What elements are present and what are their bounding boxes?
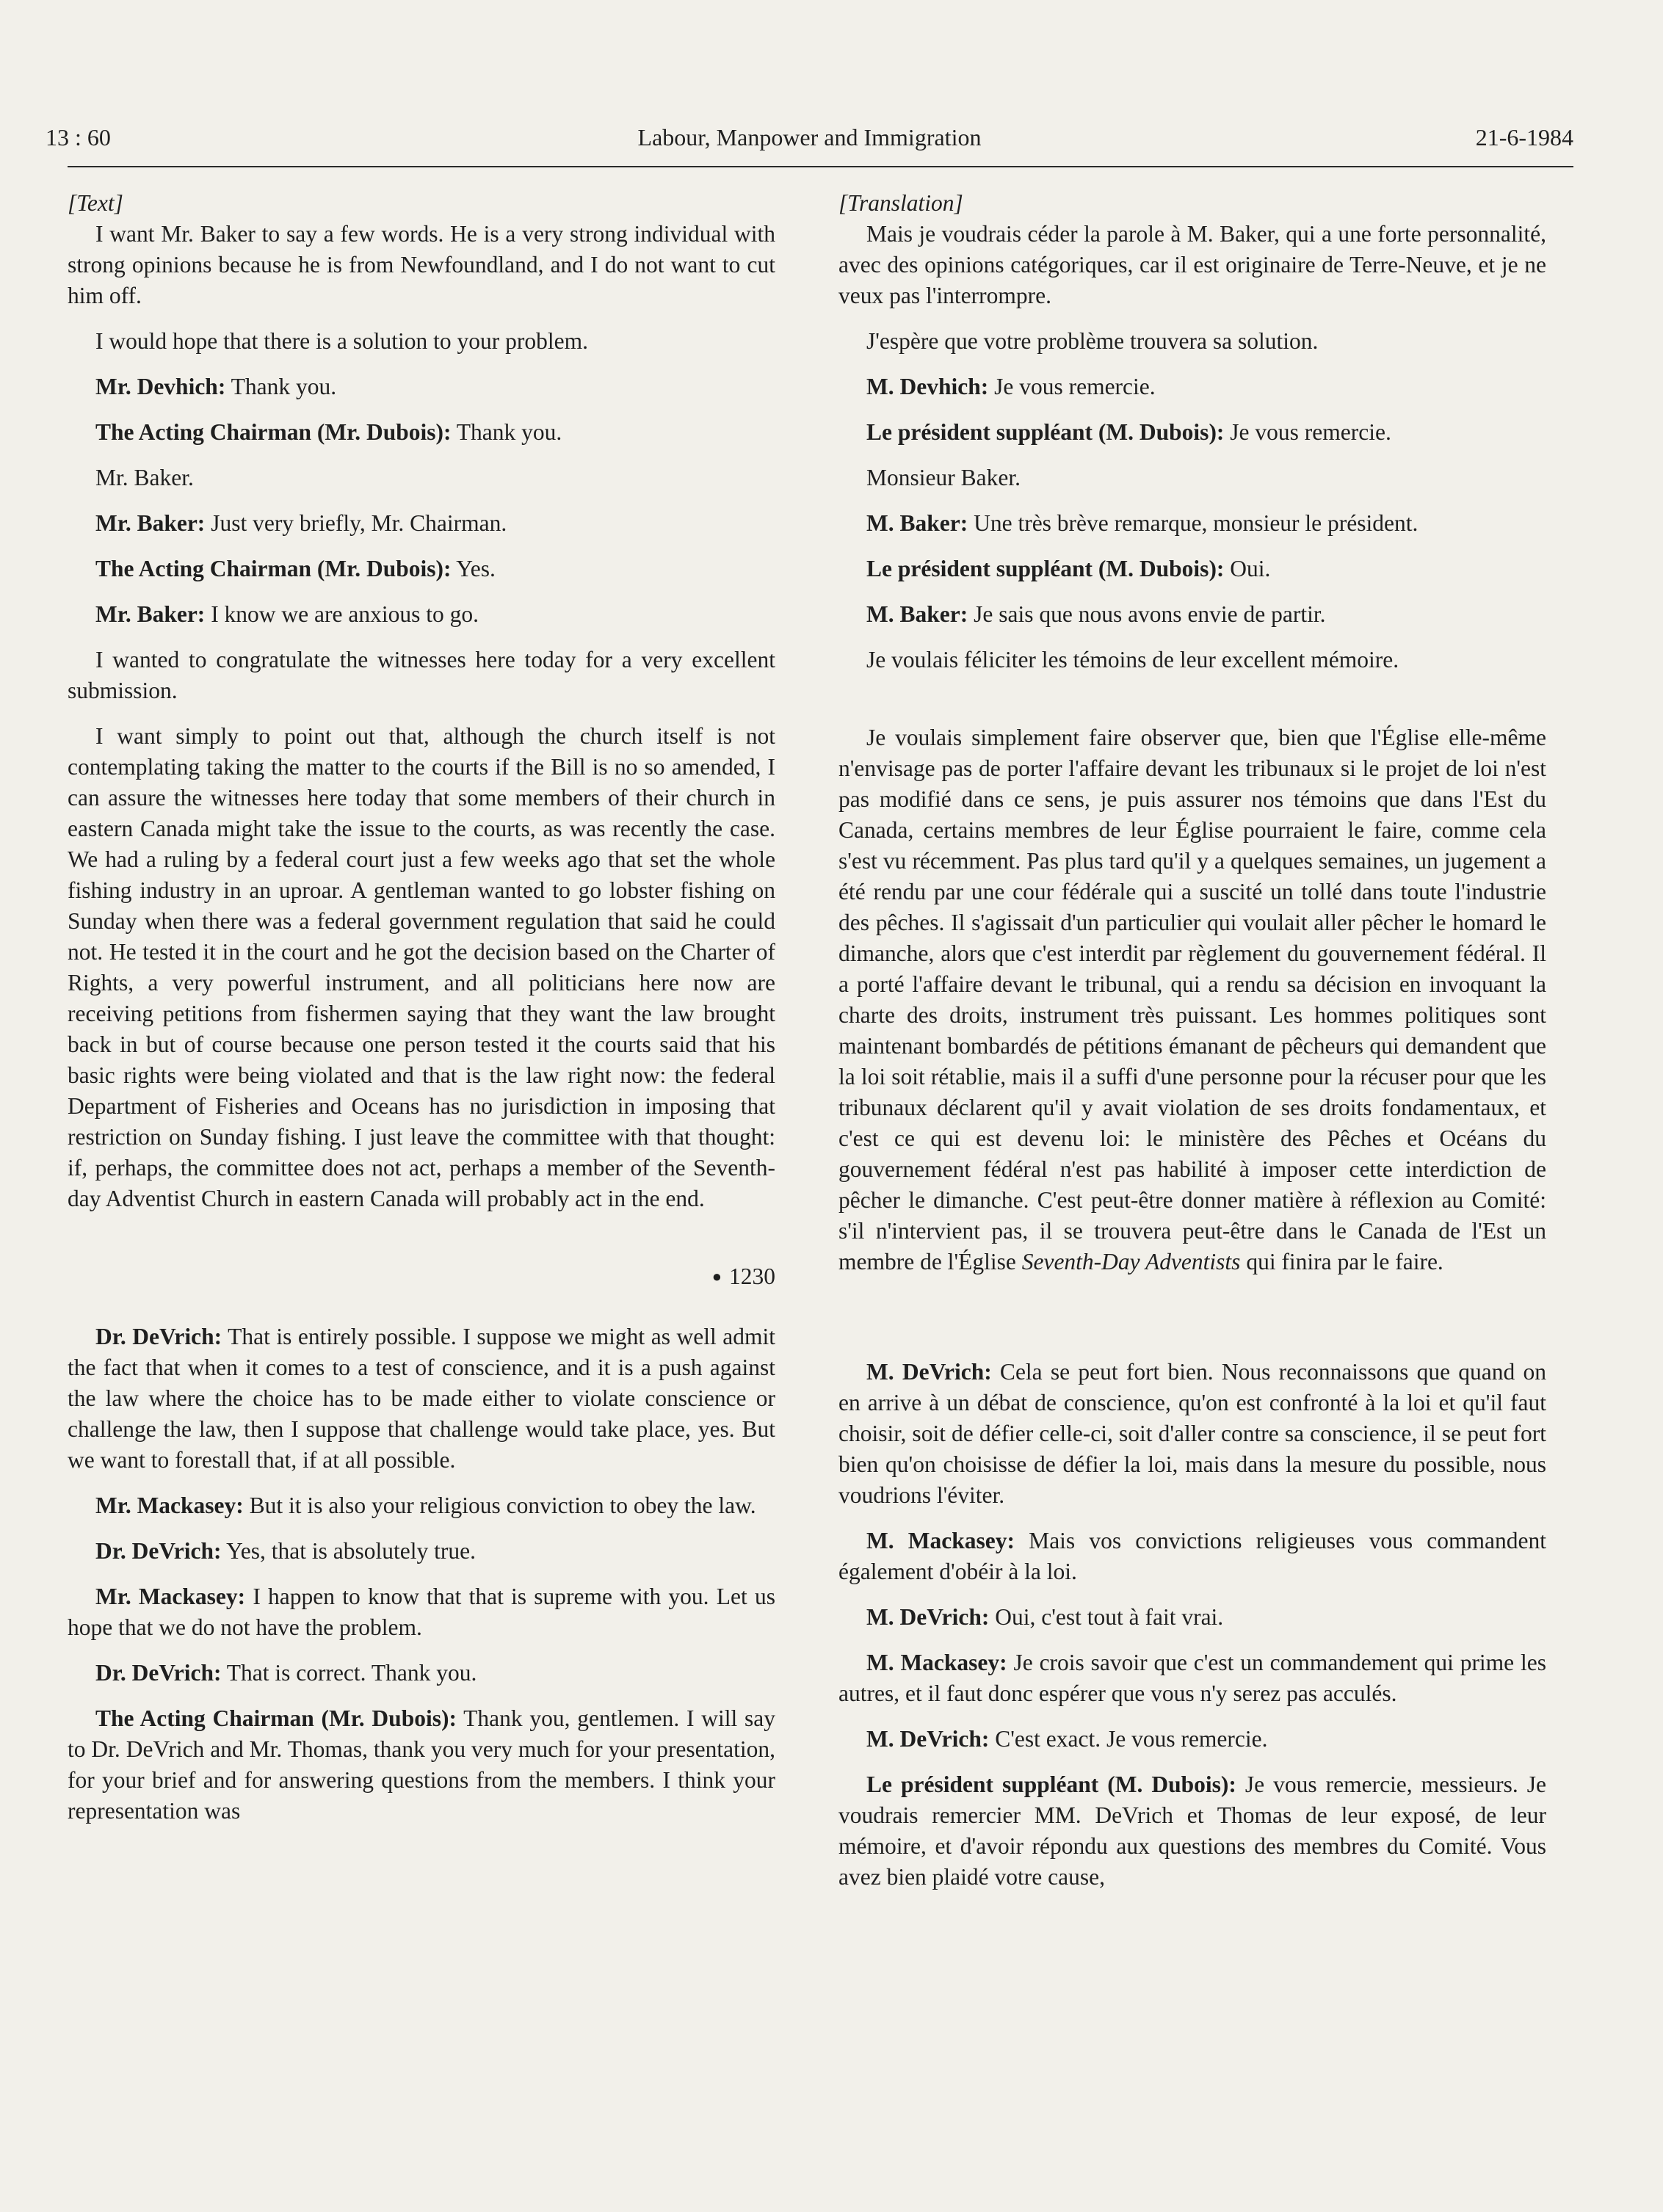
paragraph: M. Baker: Une très brève remarque, monsieur le président. <box>866 510 1419 536</box>
paragraph: Mr. Devhich: Thank you. <box>95 374 337 399</box>
paragraph: M. Mackasey: Mais vos convictions religieuses vous commandent également d'obéir à la loi. <box>838 1528 1546 1584</box>
speaker: Le président suppléant (M. Dubois): <box>866 1772 1236 1797</box>
speaker: M. Baker: <box>866 601 968 627</box>
paragraph: Monsieur Baker. <box>866 465 1021 490</box>
paragraph: Le président suppléant (M. Dubois): Je vous remercie. <box>866 419 1391 445</box>
publication-date: 21-6-1984 <box>1475 124 1573 151</box>
speaker: The Acting Chairman (Mr. Dubois): <box>95 556 452 581</box>
paragraph: Dr. DeVrich: Yes, that is absolutely true. <box>95 1538 476 1564</box>
paragraph: Je voulais féliciter les témoins de leur excellent mémoire. <box>866 647 1399 672</box>
paragraph: M. DeVrich: C'est exact. Je vous remercie. <box>866 1726 1268 1752</box>
paragraph: M. DeVrich: Oui, c'est tout à fait vrai. <box>866 1604 1224 1630</box>
english-column <box>68 188 775 1827</box>
paragraph: The Acting Chairman (Mr. Dubois): Thank you. <box>95 419 562 445</box>
paragraph: I would hope that there is a solution to your problem. <box>95 328 589 354</box>
speaker: The Acting Chairman (Mr. Dubois): <box>95 1705 457 1731</box>
paragraph: M. Mackasey: Je crois savoir que c'est un commandement qui prime les autres, et il faut donc espérer que vous n'y serez pas acculés. <box>838 1650 1546 1706</box>
speaker: Mr. Baker: <box>95 601 206 627</box>
french-column <box>838 188 1546 1893</box>
paragraph: Le président suppléant (M. Dubois): Oui. <box>866 556 1271 581</box>
speaker: Le président suppléant (M. Dubois): <box>866 419 1225 445</box>
paragraph: Le président suppléant (M. Dubois): Je vous remercie, messieurs. Je voudrais remercier MM. DeVrich et Thomas de leur exposé, de leur mémoire, et d'avoir répondu aux questions des membres du Comité. Vous avez bien plaidé votre cause, <box>838 1772 1546 1890</box>
paragraph: Mr. Mackasey: But it is also your religious conviction to obey the law. <box>95 1493 756 1518</box>
paragraph: Mais je voudrais céder la parole à M. Baker, qui a une forte personnalité, avec des opinions catégoriques, car il est originaire de Terre-Neuve, et je ne veux pas l'interrompre. <box>838 221 1546 308</box>
speaker: Mr. Devhich: <box>95 374 226 399</box>
paragraph: Je voulais simplement faire observer que, bien que l'Église elle-même n'envisage pas de porter l'affaire devant les tribunaux si le projet de loi n'est pas modifié dans ce sens, je puis assurer nos témoins que dans l'Est du Canada, certains membres de leur Église pourraient le faire, comme cela s'est vu récemment. Pas plus tard qu'il y a quelques semaines, un jugement a été rendu par une cour fédérale qui a suscité un tollé dans toute l'industrie des pêches. Il s'agissait d'un particulier qui voulait aller pêcher le homard le dimanche, alors que c'est interdit par règlement du gouvernement fédéral. Il a porté l'affaire devant le tribunal, qui a rendu sa décision en invoquant la charte des droits, instrument très puissant. Les hommes politiques sont maintenant bombardés de pétitions émanant de pêcheurs qui demandent que la loi soit rétablie, mais il a suffi d'une personne pour la récuser pour que les tribunaux déclarent qu'il y avait violation de ses droits fondamentaux, et c'est ce qui est devenu loi: le ministère des Pêches et Océans du gouvernement fédéral n'est pas habilité à imposer cette interdiction de pêcher le dimanche. C'est peut-être donner matière à réflexion au Comité: s'il n'intervient pas, il se trouvera peut-être dans le Canada de l'Est un membre de l'Église Seventh-Day Adventists qui finira par le faire. <box>838 725 1546 1274</box>
paragraph: The Acting Chairman (Mr. Dubois): Thank you, gentlemen. I will say to Dr. DeVrich and Mr. Thomas, thank you very much for your presentation, for your brief and for answering questions from the members. I think your representation was <box>68 1705 775 1824</box>
text-label: [Text] <box>68 190 123 216</box>
paragraph: J'espère que votre problème trouvera sa solution. <box>866 328 1319 354</box>
paragraph: I want simply to point out that, although the church itself is not contemplating taking the matter to the courts if the Bill is no so amended, I can assure the witnesses here today that some members of their church in eastern Canada might take the issue to the courts, as was recently the case. We had a ruling by a federal court just a few weeks ago that set the whole fishing industry in an uproar. A gentleman wanted to go lobster fishing on Sunday when there was a federal government regulation that said he could not. He tested it in the court and he got the decision based on the Charter of Rights, a very powerful instrument, and all politicians here now are receiving petitions from fishermen saying that they want the law brought back in but of course because one person tested it the courts said that his basic rights were being violated and that is the law right now: the federal Department of Fisheries and Oceans has no jurisdiction in imposing that restriction on Sunday fishing. I just leave the committee with that thought: if, perhaps, the committee does not act, perhaps a member of the Seventh-day Adventist Church in eastern Canada will probably act in the end. <box>68 723 775 1211</box>
speaker: Mr. Mackasey: <box>95 1493 244 1518</box>
bullet-icon: ● <box>711 1267 722 1286</box>
speaker: M. Mackasey: <box>866 1650 1007 1675</box>
page-number: 13 : 60 <box>46 124 111 151</box>
header-rule <box>68 166 1573 167</box>
speaker: Dr. DeVrich: <box>95 1660 222 1686</box>
speaker: M. DeVrich: <box>866 1359 992 1385</box>
speaker: M. DeVrich: <box>866 1604 990 1630</box>
speaker: Le président suppléant (M. Dubois): <box>866 556 1225 581</box>
paragraph: I wanted to congratulate the witnesses here today for a very excellent submission. <box>68 647 775 703</box>
page-header <box>46 121 1573 158</box>
speaker: M. Baker: <box>866 510 968 536</box>
publication-title: Labour, Manpower and Immigration <box>637 124 982 151</box>
paragraph: Dr. DeVrich: That is entirely possible. I suppose we might as well admit the fact that when it comes to a test of conscience, and it is a push against the law where the choice has to be made either to violate conscience or challenge the law, then I suppose that challenge would take place, yes. But we want to forestall that, if at all possible. <box>68 1324 776 1473</box>
time-marker: ● 1230 <box>711 1263 775 1289</box>
paragraph: The Acting Chairman (Mr. Dubois): Yes. <box>95 556 496 581</box>
speaker: Dr. DeVrich: <box>95 1538 222 1564</box>
paragraph: Mr. Mackasey: I happen to know that that is supreme with you. Let us hope that we do not have the problem. <box>68 1584 775 1640</box>
paragraph: Dr. DeVrich: That is correct. Thank you. <box>95 1660 477 1686</box>
paragraph: Mr. Baker: I know we are anxious to go. <box>95 601 479 627</box>
paragraph: M. Baker: Je sais que nous avons envie de partir. <box>866 601 1326 627</box>
speaker: The Acting Chairman (Mr. Dubois): <box>95 419 452 445</box>
paragraph: Mr. Baker: Just very briefly, Mr. Chairman. <box>95 510 507 536</box>
paragraph: M. DeVrich: Cela se peut fort bien. Nous reconnaissons que quand on en arrive à un débat de conscience, qu'on est confronté à la loi et qu'il faut choisir, soit de défier celle-ci, soit d'aller contre sa conscience, il se peut fort bien qu'on choisisse de défier la loi, mais dans la mesure du possible, nous voudrions l'éviter. <box>838 1359 1546 1508</box>
speaker: Mr. Baker: <box>95 510 206 536</box>
speaker: M. Mackasey: <box>866 1528 1015 1553</box>
speaker: M. Devhich: <box>866 374 989 399</box>
speaker: Dr. DeVrich: <box>95 1324 222 1349</box>
paragraph: I want Mr. Baker to say a few words. He is a very strong individual with strong opinions because he is from Newfoundland, and I do not want to cut him off. <box>68 221 775 308</box>
paragraph: M. Devhich: Je vous remercie. <box>866 374 1156 399</box>
paragraph: Mr. Baker. <box>95 465 194 490</box>
speaker: M. DeVrich: <box>866 1726 990 1752</box>
translation-label: [Translation] <box>838 190 963 216</box>
speaker: Mr. Mackasey: <box>95 1584 246 1609</box>
